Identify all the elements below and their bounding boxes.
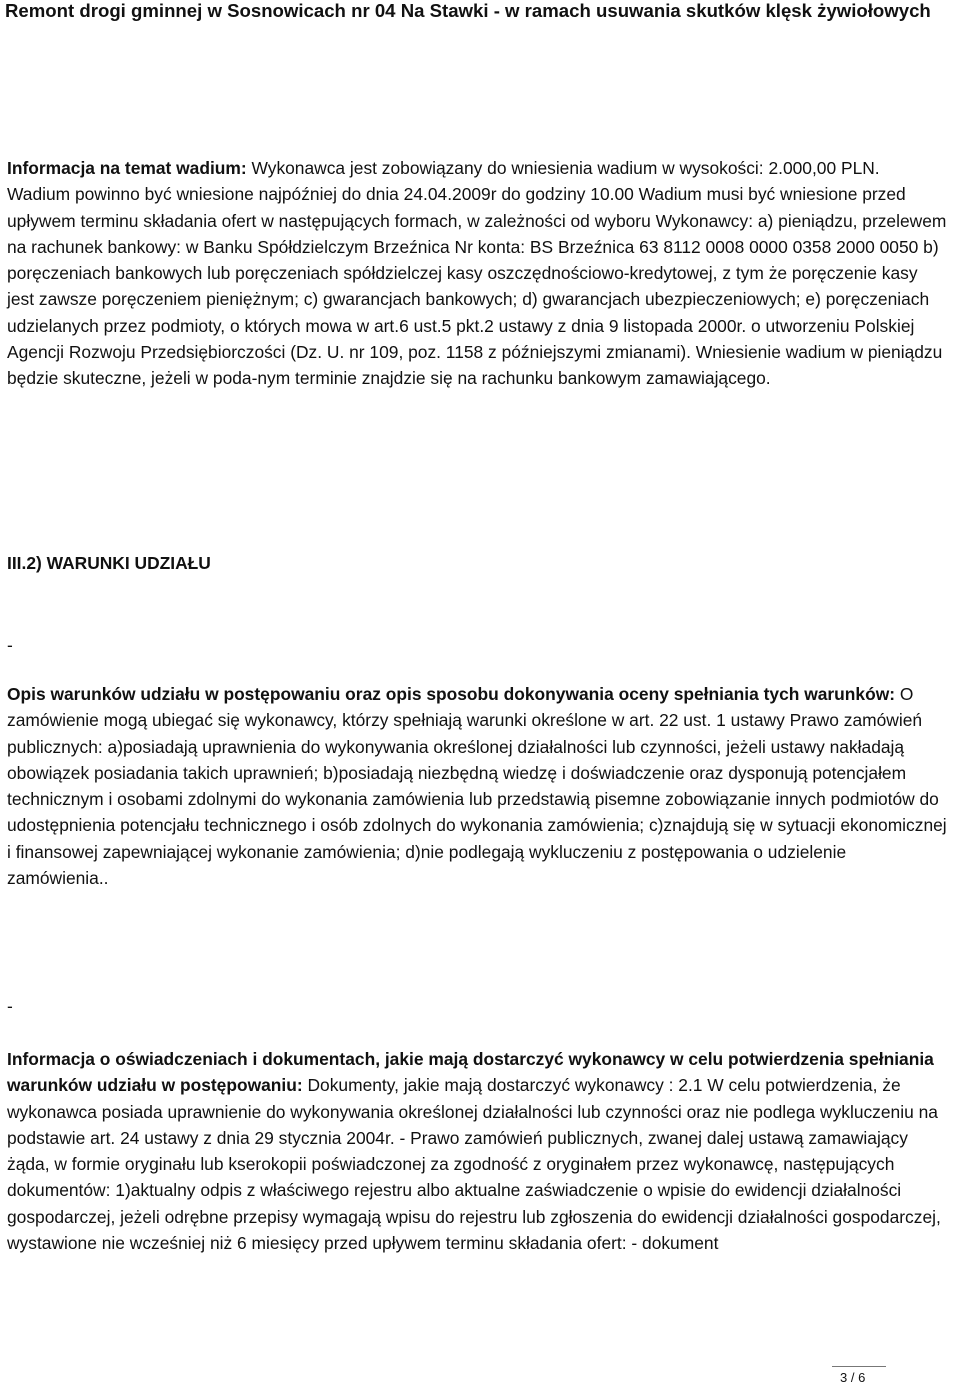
wadium-text: Wykonawca jest zobowiązany do wniesienia wadium w wysokości: 2.000,00 PLN. Wadium powinno być wniesione najpóźniej do dnia 24.04.2009r do godziny 10.00 Wadium musi być wniesione przed upływem terminu składania ofert w następujących formach, w zależności od wyboru Wykonawcy: a) pieniądzu, przelewem na rachunek bankowy: w Banku Spółdzielczym Brzeźnica Nr konta: BS Brzeźnica 63 8112 0008 0000 0358 2000 0050 b) poręczeniach bankowych lub poręczeniach spółdzielczej kasy oszczędnościowo-kredytowej, z tym że poręczenie kasy jest zawsze poręczeniem pieniężnym; c) gwarancjach bankowych; d) gwarancjach ubezpieczeniowych; e) poręczeniach udzielanych przez podmioty, o których mowa w art.6 ust.5 pkt.2 ustawy z dnia 9 listopada 2000r. o utworzeniu Polskiej Agencji Rozwoju Przedsiębiorczości (Dz. U. nr 109, poz. 1158 z późniejszymi zmianami). Wniesienie wadium w pieniądzu będzie skuteczne, jeżeli w poda-nym terminie znajdzie się na rachunku bankowym zamawiającego.	[7, 158, 947, 389]
opis-text: O zamówienie mogą ubiegać się wykonawcy, którzy spełniają warunki określone w art. 22 ust. 1 ustawy Prawo zamówień publicznych: a)posiadają uprawnienia do wykonywania określonej działalności lub czynności, jeżeli ustawy nakładają obowiązek posiadania takich uprawnień; b)posiadają niezbędną wiedzę i doświadczenie oraz dysponują potencjałem technicznym i osobami zdolnymi do wykonania zamówienia lub przedstawią pisemne zobowiązanie innych podmiotów do udostępnienia potencjału technicznego i osób zdolnych do wykonania zamówienia; c)znajdują się w sytuacji ekonomicznej i finansowej zapewniającej wykonanie zamówienia; d)nie podlegają wykluczeniu z postępowania o udzielenie zamówienia..	[7, 684, 947, 889]
dokumenty-paragraph	[7, 1046, 947, 1256]
separator-dash: -	[7, 996, 13, 1016]
wadium-paragraph	[7, 155, 947, 392]
wadium-label: Informacja na temat wadium:	[7, 158, 247, 178]
footer-divider	[832, 1366, 886, 1367]
dokumenty-label: Informacja o oświadczeniach i dokumentach, jakie mają dostarczyć wykonawcy w celu potwierdzenia spełniania warunków udziału w postępowaniu:	[7, 1049, 934, 1096]
page-number: 3 / 6	[840, 1370, 866, 1385]
page-header-title: Remont drogi gminnej w Sosnowicach nr 04 Na Stawki - w ramach usuwania skutków klęsk żywiołowych	[5, 0, 931, 21]
opis-paragraph	[7, 681, 947, 891]
opis-label: Opis warunków udziału w postępowaniu oraz opis sposobu dokonywania oceny spełniania tych warunków:	[7, 684, 896, 704]
separator-dash: -	[7, 635, 13, 655]
dokumenty-text: Dokumenty, jakie mają dostarczyć wykonawcy : 2.1 W celu potwierdzenia, że wykonawca posiada uprawnienie do wykonywania określonej działalności lub czynności oraz nie podlega wykluczeniu na podstawie art. 24 ustawy z dnia 29 stycznia 2004r. - Prawo zamówień publicznych, zwanej dalej ustawą zamawiający żąda, w formie oryginału lub kserokopii poświadczonej za zgodność z oryginałem przez wykonawcę, następujących dokumentów: 1)aktualny odpis z właściwego rejestru albo aktualne zaświadczenie o wpisie do ewidencji działalności gospodarczej, jeżeli odrębne przepisy wymagają wpisu do rejestru lub zgłoszenia do ewidencji działalności gospodarczej, wystawione nie wcześniej niż 6 miesięcy przed upływem terminu składania ofert: - dokument	[7, 1075, 941, 1254]
section-heading-warunki: III.2) WARUNKI UDZIAŁU	[7, 553, 211, 573]
